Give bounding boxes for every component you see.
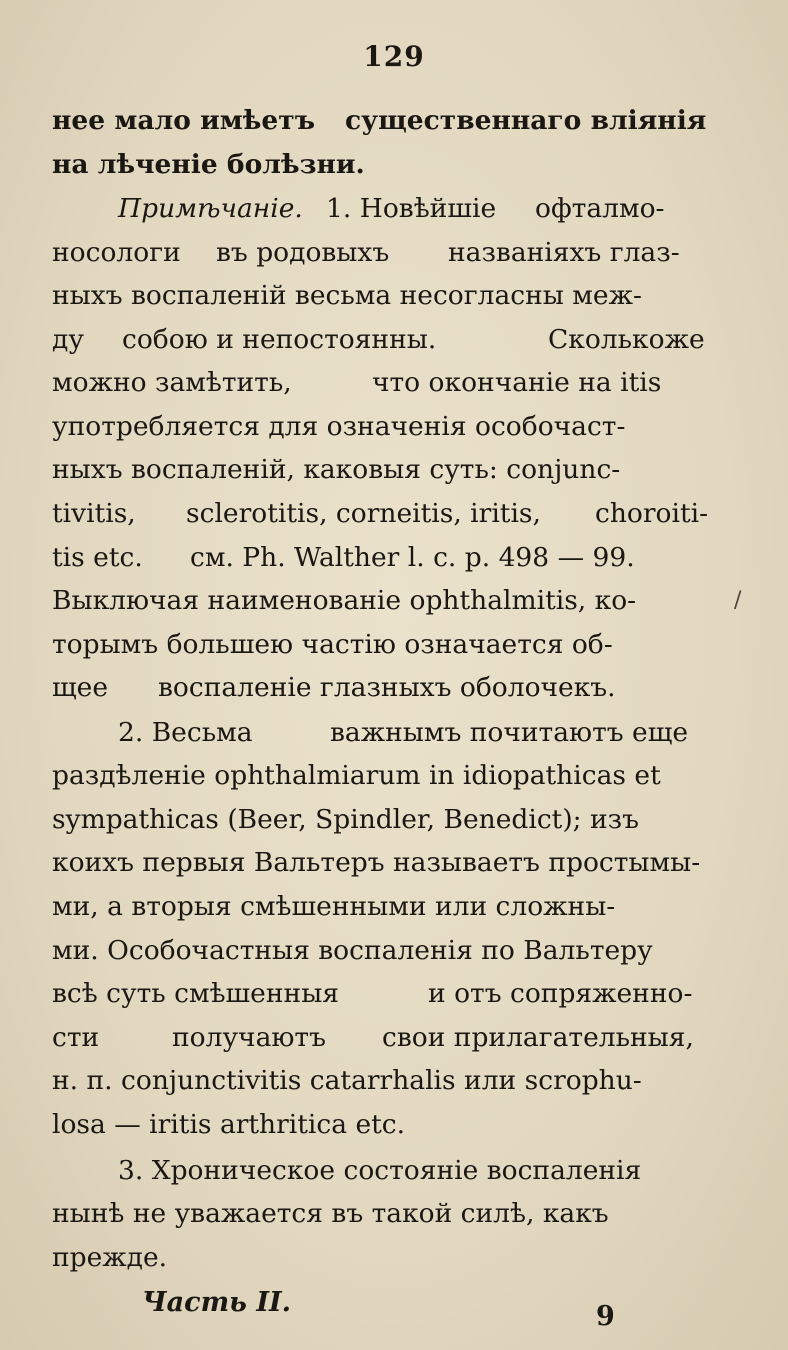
text-line-9: [0, 447, 788, 493]
line-text: офталмо-: [535, 193, 665, 224]
text-line-1: [0, 98, 788, 144]
line-text: сти: [52, 1022, 100, 1053]
line-text: носологи: [52, 237, 181, 268]
text-line-6: [0, 317, 788, 363]
line-text: ду: [52, 324, 84, 355]
line-text: 3. Хроническое состояніе воспаленія: [118, 1155, 642, 1186]
text-line-15: [0, 710, 788, 756]
line-text: ми, а вторыя смѣшенными или сложны-: [52, 891, 616, 922]
line-text: losa — iritis arthritica etc.: [52, 1109, 406, 1140]
text-line-19: [0, 884, 788, 930]
text-line-8: [0, 404, 788, 450]
text-line-4: [0, 230, 788, 276]
text-line-21: [0, 971, 788, 1017]
line-text: Выключая наименованіе ophthalmitis, ко-: [52, 585, 637, 616]
line-text: choroiti-: [595, 498, 709, 529]
line-text: Сколькоже: [548, 324, 705, 355]
text-line-23: [0, 1058, 788, 1104]
text-line-16: [0, 753, 788, 799]
text-line-26: [0, 1191, 788, 1237]
text-line-12: [0, 578, 788, 624]
line-text: ныхъ воспаленій, каковыя суть: conjunc-: [52, 454, 621, 485]
text-line-7: [0, 360, 788, 406]
line-text: и отъ сопряженно-: [428, 978, 693, 1009]
line-text: собою и непостоянны.: [122, 324, 437, 355]
text-line-5: [0, 273, 788, 319]
line-text: 2. Весьма: [118, 717, 253, 748]
line-text: нее мало имѣетъ: [52, 105, 316, 136]
part-signature: Часть II.: [142, 1287, 292, 1318]
line-text: ми. Особочастныя воспаленія по Вальтеру: [52, 935, 653, 966]
line-text: коихъ первыя Вальтеръ называетъ простымы-: [52, 847, 701, 878]
text-line-14: [0, 665, 788, 711]
line-text: всѣ суть смѣшенныя: [52, 978, 339, 1009]
text-line-13: [0, 622, 788, 668]
text-line-2: [0, 142, 788, 188]
line-text: tivitis,: [52, 498, 136, 529]
text-line-27: [0, 1235, 788, 1281]
line-text: sympathicas (Beer, Spindler, Benedict); изъ: [52, 804, 639, 835]
line-text: получаютъ: [172, 1022, 326, 1053]
line-text: см. Ph. Walther l. c. p. 498 — 99.: [190, 542, 635, 573]
line-text: свои прилагательныя,: [382, 1022, 694, 1053]
text-line-25: [0, 1148, 788, 1194]
line-text: употребляется для означенія особочаст-: [52, 411, 626, 442]
line-text: существеннаго вліянія: [345, 105, 707, 136]
line-text: раздѣленіе ophthalmiarum in idiopathicas et: [52, 760, 661, 791]
line-text: названіяхъ глаз-: [448, 237, 680, 268]
note-heading: Примѣчаніе.: [118, 193, 303, 224]
text-line-18: [0, 840, 788, 886]
text-line-20: [0, 928, 788, 974]
text-line-22: [0, 1015, 788, 1061]
line-text: важнымъ почитаютъ еще: [330, 717, 689, 748]
line-text: прежде.: [52, 1242, 168, 1273]
line-text: ныхъ воспаленій весьма несогласны меж-: [52, 280, 642, 311]
line-text: sclerotitis, corneitis, iritis,: [186, 498, 541, 529]
line-text: торымъ большею частію означается об-: [52, 629, 613, 660]
text-line-11: [0, 535, 788, 581]
line-text: 1. Новѣйшіе: [326, 193, 497, 224]
signature-line: [0, 1278, 788, 1332]
page-number: 129: [363, 40, 425, 73]
margin-mark: /: [734, 588, 742, 613]
line-text: можно замѣтить,: [52, 367, 292, 398]
line-text: въ родовыхъ: [216, 237, 390, 268]
line-text: н. п. conjunctivitis catarrhalis или scrophu-: [52, 1065, 642, 1096]
text-line-3: [0, 186, 788, 232]
line-text: на лѣченіе болѣзни.: [52, 149, 365, 180]
line-text: что окончаніе на itis: [372, 367, 662, 398]
text-line-24: [0, 1102, 788, 1148]
text-line-10: [0, 491, 788, 537]
line-text: нынѣ не уважается въ такой силѣ, какъ: [52, 1198, 609, 1229]
line-text: щее: [52, 672, 109, 703]
gathering-signature: 9: [596, 1301, 615, 1332]
line-text: воспаленіе глазныхъ оболочекъ.: [158, 672, 616, 703]
text-line-17: [0, 797, 788, 843]
line-text: tis etc.: [52, 542, 143, 573]
